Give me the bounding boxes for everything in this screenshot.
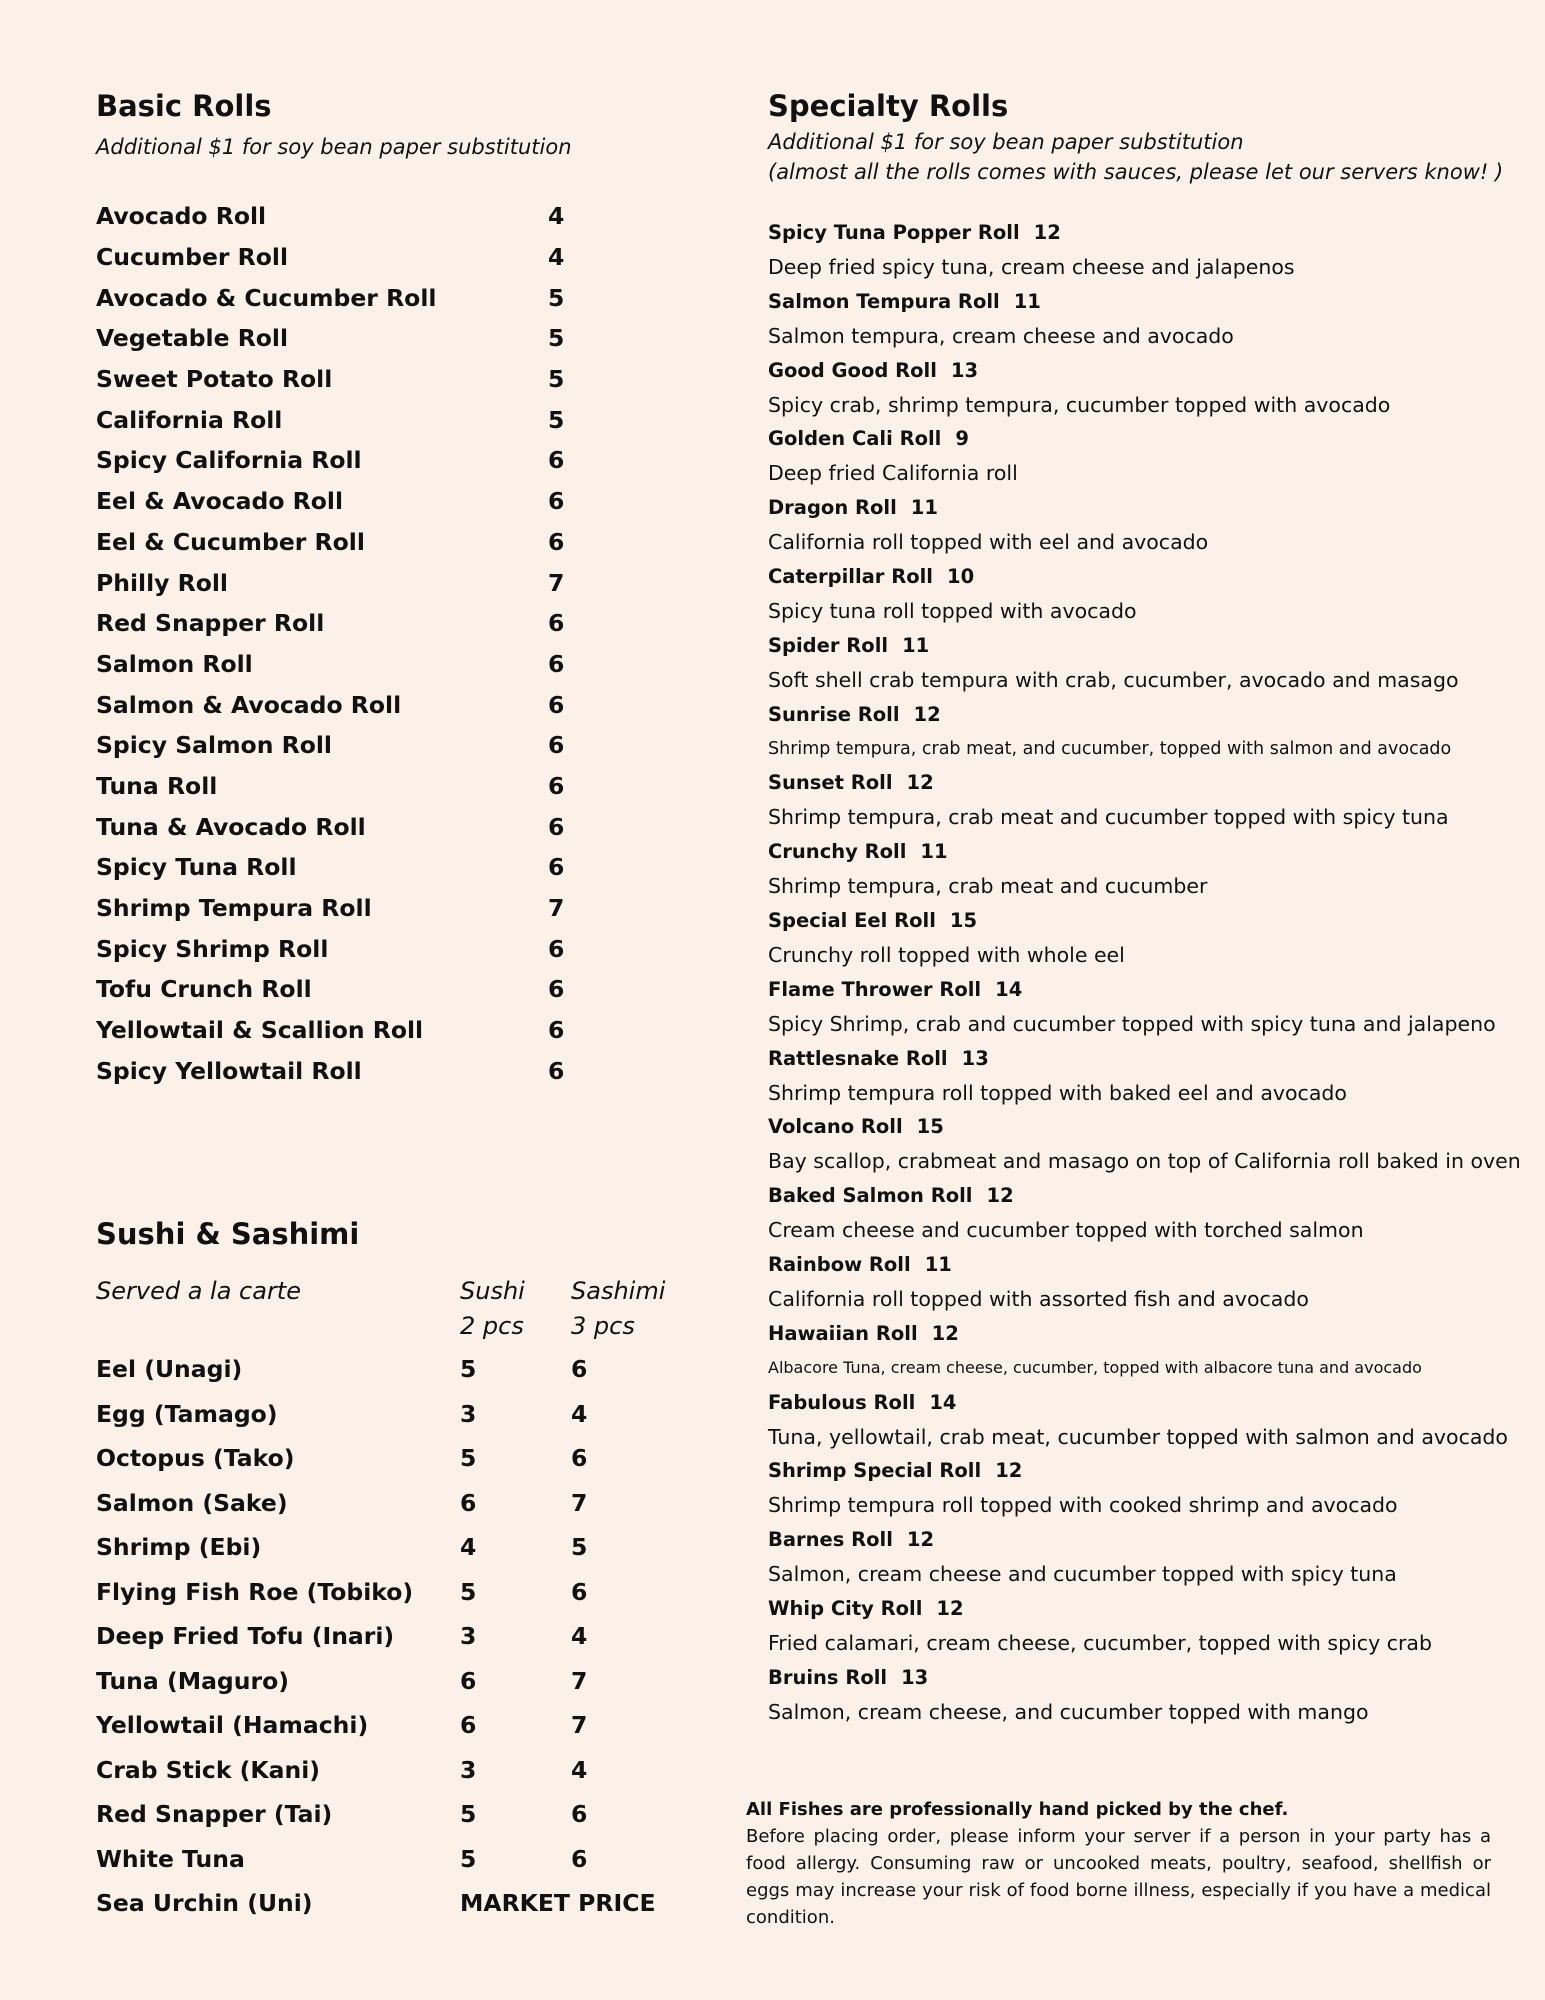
basic-roll-price: 6 (548, 649, 565, 678)
basic-roll-item (96, 847, 616, 888)
specialty-rolls-subtitle: Additional $1 for soy bean paper substitution (768, 130, 1244, 154)
sushi-price: 3 (460, 1399, 477, 1428)
basic-roll-item (96, 440, 616, 481)
specialty-roll-heading (768, 491, 1508, 525)
basic-roll-price: 6 (548, 975, 565, 1004)
basic-roll-name: Spicy Yellowtail Roll (96, 1056, 362, 1085)
basic-roll-item (96, 318, 616, 359)
sashimi-column-header (571, 1274, 665, 1344)
basic-roll-item (96, 969, 616, 1010)
specialty-roll-heading (768, 629, 1508, 663)
sushi-sashimi-item (96, 1481, 716, 1526)
specialty-roll-price: 15 (949, 908, 978, 932)
sushi-item-name: Octopus (Tako) (96, 1444, 295, 1472)
basic-roll-price: 6 (548, 446, 565, 475)
basic-roll-item (96, 522, 616, 563)
sushi-sashimi-item (96, 1347, 716, 1392)
specialty-roll-heading (768, 285, 1508, 319)
basic-roll-price: 5 (548, 405, 565, 434)
sushi-price: 6 (460, 1711, 477, 1739)
specialty-roll-name: Rainbow Roll (768, 1252, 911, 1276)
specialty-roll-heading (768, 1110, 1508, 1144)
sushi-item-name: Deep Fried Tofu (Inari) (96, 1622, 395, 1650)
sushi-item-name: Shrimp (Ebi) (96, 1533, 262, 1561)
specialty-roll-item (768, 354, 1508, 423)
sashimi-price: 4 (571, 1622, 588, 1650)
specialty-roll-price: 11 (910, 496, 938, 520)
sushi-header-label: Sushi (460, 1277, 525, 1305)
sushi-sashimi-item (96, 1792, 716, 1837)
sashimi-price: 6 (571, 1844, 588, 1873)
basic-roll-item (96, 237, 616, 278)
sushi-price: 5 (460, 1800, 477, 1828)
sushi-sashimi-item (96, 1436, 716, 1481)
specialty-roll-description: Crunchy roll topped with whole eel (768, 942, 1125, 967)
notice-body: Before placing order, please inform your server if a person in your party has a food allergy. Consuming raw or uncooked meats, poultry, seafood, shellfish or eggs may increase your risk of food borne illness, especially if you have a medical condition. (746, 1826, 1491, 1928)
specialty-roll-price: 9 (955, 427, 969, 451)
basic-roll-name: Sweet Potato Roll (96, 365, 333, 394)
basic-roll-name: Yellowtail & Scallion Roll (96, 1016, 424, 1045)
sushi-sashimi-item (96, 1525, 716, 1570)
specialty-rolls-note: (almost all the rolls comes with sauces, please let our servers know! ) (768, 160, 1504, 184)
specialty-roll-name: Dragon Roll (768, 496, 897, 520)
specialty-roll-description: Deep fried California roll (768, 461, 1018, 486)
specialty-roll-description: Salmon, cream cheese and cucumber topped with spicy tuna (768, 1562, 1397, 1587)
basic-roll-price: 7 (548, 568, 565, 597)
sushi-item-name: Tuna (Maguro) (96, 1666, 289, 1695)
specialty-roll-name: Salmon Tempura Roll (768, 289, 1000, 313)
basic-roll-price: 6 (548, 934, 565, 963)
specialty-roll-name: Fabulous Roll (768, 1390, 916, 1414)
basic-roll-item (96, 1010, 616, 1051)
sushi-price: 6 (460, 1488, 477, 1517)
sushi-item-name: Egg (Tamago) (96, 1399, 278, 1428)
specialty-roll-item (768, 904, 1508, 973)
basic-roll-name: Spicy California Roll (96, 446, 362, 475)
specialty-roll-item (768, 491, 1508, 560)
basic-roll-name: Eel & Avocado Roll (96, 487, 344, 516)
specialty-roll-price: 12 (986, 1184, 1014, 1208)
basic-roll-name: Red Snapper Roll (96, 609, 325, 638)
specialty-roll-description: Shrimp tempura roll topped with cooked shrimp and avocado (768, 1493, 1398, 1518)
sushi-sashimi-list (96, 1347, 716, 1926)
sushi-price: 3 (460, 1755, 477, 1784)
specialty-roll-item (768, 1661, 1508, 1730)
specialty-roll-price: 13 (901, 1665, 929, 1689)
sashimi-price: 6 (571, 1577, 588, 1606)
specialty-roll-price: 10 (947, 564, 975, 588)
basic-roll-item (96, 562, 616, 603)
sushi-item-name: Eel (Unagi) (96, 1355, 243, 1383)
specialty-roll-name: Shrimp Special Roll (768, 1459, 982, 1483)
basic-roll-name: Salmon & Avocado Roll (96, 690, 402, 719)
sashimi-price: 7 (571, 1666, 588, 1695)
specialty-roll-name: Good Good Roll (768, 358, 937, 382)
specialty-roll-item (768, 1454, 1508, 1523)
basic-roll-item (96, 277, 616, 318)
basic-roll-price: 5 (548, 365, 565, 394)
specialty-roll-heading (768, 1248, 1508, 1282)
sashimi-price: 4 (571, 1399, 588, 1428)
specialty-roll-price: 12 (913, 702, 941, 726)
specialty-roll-heading (768, 1179, 1508, 1213)
sushi-price: 5 (460, 1355, 477, 1383)
basic-roll-item (96, 359, 616, 400)
specialty-roll-heading (768, 422, 1508, 456)
specialty-roll-price: 11 (1013, 289, 1041, 313)
specialty-roll-description: Shrimp tempura, crab meat and cucumber (768, 874, 1208, 899)
specialty-roll-item (768, 560, 1508, 629)
basic-rolls-list (96, 196, 616, 1091)
specialty-roll-item (768, 1179, 1508, 1248)
basic-roll-name: Shrimp Tempura Roll (96, 894, 372, 923)
basic-roll-price: 5 (548, 324, 565, 353)
specialty-roll-item (768, 698, 1508, 767)
basic-roll-name: Vegetable Roll (96, 324, 289, 353)
sushi-sashimi-item (96, 1392, 716, 1437)
sushi-sashimi-title: Sushi & Sashimi (96, 1217, 360, 1251)
specialty-roll-name: Spicy Tuna Popper Roll (768, 221, 1020, 244)
basic-roll-price: 4 (548, 243, 565, 272)
specialty-roll-description: Spicy crab, shrimp tempura, cucumber topped with avocado (768, 392, 1391, 417)
sushi-price: 6 (460, 1666, 477, 1695)
specialty-roll-name: Bruins Roll (768, 1665, 888, 1689)
specialty-roll-description: Salmon, cream cheese, and cucumber topped with mango (768, 1699, 1369, 1724)
specialty-roll-item (768, 1592, 1508, 1661)
specialty-roll-heading (768, 354, 1508, 388)
basic-roll-name: Spicy Shrimp Roll (96, 934, 329, 963)
sashimi-header-label: Sashimi (571, 1277, 666, 1305)
specialty-roll-item (768, 973, 1508, 1042)
sushi-price: 5 (460, 1444, 477, 1472)
basic-roll-item (96, 725, 616, 766)
basic-roll-price: 6 (548, 853, 565, 882)
specialty-roll-description: Shrimp tempura roll topped with baked eel and avocado (768, 1080, 1347, 1105)
specialty-roll-item (768, 766, 1508, 835)
specialty-roll-description: Shrimp tempura, crab meat and cucumber topped with spicy tuna (768, 805, 1449, 830)
specialty-roll-item (768, 835, 1508, 904)
specialty-roll-description: Cream cheese and cucumber topped with torched salmon (768, 1218, 1364, 1243)
specialty-roll-price: 12 (1033, 221, 1061, 244)
specialty-roll-description: Spicy tuna roll topped with avocado (768, 598, 1137, 623)
basic-roll-item (96, 684, 616, 725)
specialty-roll-item (768, 1042, 1508, 1111)
sushi-column-header (460, 1274, 525, 1344)
specialty-roll-name: Rattlesnake Roll (768, 1046, 948, 1070)
basic-roll-name: Spicy Salmon Roll (96, 731, 332, 760)
sushi-price: 3 (460, 1622, 477, 1650)
specialty-roll-name: Crunchy Roll (768, 840, 907, 864)
basic-roll-item (96, 644, 616, 685)
specialty-roll-item (768, 285, 1508, 354)
sushi-item-name: Yellowtail (Hamachi) (96, 1711, 369, 1739)
basic-roll-name: Cucumber Roll (96, 243, 289, 272)
specialty-roll-name: Baked Salmon Roll (768, 1184, 973, 1208)
sushi-price: 5 (460, 1844, 477, 1873)
sashimi-price: 6 (571, 1444, 588, 1472)
sashimi-price: 5 (571, 1533, 588, 1561)
specialty-roll-price: 12 (906, 1528, 935, 1552)
specialty-roll-item (768, 1317, 1508, 1386)
sushi-item-name: White Tuna (96, 1844, 245, 1873)
specialty-roll-name: Hawaiian Roll (768, 1321, 918, 1345)
specialty-roll-price: 11 (902, 633, 930, 657)
specialty-roll-price: 12 (906, 771, 934, 795)
specialty-roll-heading (768, 1523, 1508, 1557)
specialty-roll-name: Sunrise Roll (768, 702, 900, 726)
specialty-roll-price: 13 (961, 1046, 989, 1070)
basic-roll-name: Spicy Tuna Roll (96, 853, 297, 882)
basic-roll-item (96, 196, 616, 237)
specialty-roll-description: Shrimp tempura, crab meat, and cucumber, topped with salmon and avocado (768, 738, 1452, 759)
specialty-roll-description: Bay scallop, crabmeat and masago on top of California roll baked in oven (768, 1149, 1521, 1174)
specialty-roll-price: 11 (920, 840, 948, 864)
notice-title: All Fishes are professionally hand picked by the chef. (746, 1799, 1289, 1820)
specialty-roll-item (768, 1110, 1521, 1179)
basic-roll-price: 5 (548, 283, 565, 312)
basic-roll-price: 6 (548, 771, 565, 800)
specialty-roll-heading (768, 973, 1508, 1007)
specialty-roll-price: 12 (995, 1459, 1023, 1483)
basic-roll-price: 6 (548, 690, 565, 719)
specialty-roll-heading (768, 216, 1508, 250)
specialty-roll-price: 12 (931, 1321, 959, 1345)
sushi-item-name: Flying Fish Roe (Tobiko) (96, 1577, 414, 1606)
sashimi-pcs-label: 3 pcs (571, 1312, 635, 1340)
basic-roll-item (96, 928, 616, 969)
specialty-roll-price: 11 (924, 1252, 952, 1276)
specialty-roll-description: Fried calamari, cream cheese, cucumber, topped with spicy crab (768, 1630, 1432, 1655)
sashimi-price: 6 (571, 1355, 588, 1383)
basic-roll-item (96, 806, 616, 847)
specialty-roll-description: California roll topped with eel and avocado (768, 530, 1209, 555)
basic-roll-item (96, 399, 616, 440)
specialty-roll-name: Whip City Roll (768, 1596, 923, 1620)
basic-roll-name: Tuna Roll (96, 771, 218, 800)
basic-roll-price: 7 (548, 894, 565, 923)
basic-roll-price: 6 (548, 812, 565, 841)
basic-roll-name: Avocado & Cucumber Roll (96, 283, 437, 312)
specialty-roll-price: 14 (929, 1390, 957, 1414)
specialty-roll-name: Special Eel Roll (768, 908, 936, 932)
sushi-sashimi-item (96, 1570, 716, 1615)
basic-roll-name: Avocado Roll (96, 202, 267, 231)
sushi-sashimi-item (96, 1703, 716, 1748)
sashimi-price: 7 (571, 1711, 588, 1739)
specialty-roll-heading (768, 1042, 1508, 1076)
basic-roll-price: 4 (548, 202, 565, 231)
specialty-roll-name: Caterpillar Roll (768, 564, 933, 588)
sushi-sashimi-item (96, 1748, 716, 1793)
specialty-roll-item (768, 1523, 1508, 1592)
specialty-roll-name: Barnes Roll (768, 1528, 893, 1552)
basic-roll-price: 6 (548, 609, 565, 638)
specialty-roll-description: Salmon tempura, cream cheese and avocado (768, 323, 1234, 348)
specialty-roll-heading (768, 1592, 1508, 1626)
served-a-la-carte-label: Served a la carte (96, 1277, 301, 1305)
basic-rolls-title: Basic Rolls (96, 89, 272, 123)
specialty-roll-description: Deep fried spicy tuna, cream cheese and jalapenos (768, 255, 1295, 279)
sushi-pcs-label: 2 pcs (460, 1312, 524, 1340)
specialty-roll-price: 15 (916, 1115, 944, 1139)
sushi-sashimi-item (96, 1659, 716, 1704)
sushi-price: 4 (460, 1533, 477, 1561)
specialty-roll-name: Spider Roll (768, 633, 889, 657)
sashimi-price: 6 (571, 1800, 588, 1828)
specialty-roll-heading (768, 835, 1508, 869)
specialty-roll-name: Volcano Roll (768, 1115, 903, 1139)
specialty-roll-description: Soft shell crab tempura with crab, cucumber, avocado and masago (768, 667, 1459, 692)
sashimi-price: 7 (571, 1488, 588, 1517)
specialty-roll-heading (768, 560, 1508, 594)
sushi-item-name: Crab Stick (Kani) (96, 1755, 320, 1784)
specialty-roll-description: Tuna, yellowtail, crab meat, cucumber topped with salmon and avocado (768, 1424, 1508, 1449)
basic-roll-item (96, 481, 616, 522)
specialty-roll-item (768, 422, 1508, 491)
basic-roll-item (96, 766, 616, 807)
basic-roll-name: Philly Roll (96, 568, 228, 597)
specialty-roll-description: Albacore Tuna, cream cheese, cucumber, topped with albacore tuna and avocado (768, 1357, 1422, 1377)
specialty-roll-heading (768, 1454, 1508, 1488)
specialty-roll-name: Golden Cali Roll (768, 427, 942, 451)
basic-roll-name: Tofu Crunch Roll (96, 975, 312, 1004)
specialty-roll-name: Sunset Roll (768, 771, 893, 795)
sushi-item-name: Sea Urchin (Uni) (96, 1889, 313, 1917)
sushi-item-name: Salmon (Sake) (96, 1488, 288, 1517)
specialty-roll-heading (768, 1661, 1508, 1695)
basic-roll-item (96, 603, 616, 644)
specialty-roll-description: California roll topped with assorted fish and avocado (768, 1286, 1309, 1311)
basic-roll-price: 6 (548, 527, 565, 556)
specialty-roll-price: 13 (950, 358, 979, 382)
specialty-roll-price: 12 (936, 1596, 964, 1620)
basic-roll-name: Salmon Roll (96, 649, 253, 678)
sushi-sashimi-item (96, 1614, 716, 1659)
specialty-roll-item (768, 629, 1508, 698)
sushi-price: 5 (460, 1577, 477, 1606)
basic-roll-price: 6 (548, 1016, 565, 1045)
specialty-rolls-title: Specialty Rolls (768, 89, 1009, 123)
basic-roll-price: 6 (548, 487, 565, 516)
specialty-roll-heading (768, 904, 1508, 938)
specialty-roll-price: 14 (995, 977, 1023, 1001)
basic-roll-name: Eel & Cucumber Roll (96, 527, 365, 556)
specialty-roll-heading (768, 766, 1508, 800)
basic-roll-item (96, 888, 616, 929)
sushi-item-name: Red Snapper (Tai) (96, 1800, 333, 1828)
specialty-roll-heading (768, 1317, 1508, 1351)
specialty-roll-name: Flame Thrower Roll (768, 977, 982, 1001)
specialty-roll-item (768, 1248, 1508, 1317)
specialty-rolls-list (768, 216, 1521, 1730)
basic-roll-item (96, 1050, 616, 1091)
basic-roll-name: California Roll (96, 405, 283, 434)
basic-roll-name: Tuna & Avocado Roll (96, 812, 366, 841)
specialty-roll-heading (768, 698, 1508, 732)
basic-rolls-subtitle: Additional $1 for soy bean paper substitution (96, 135, 572, 159)
specialty-roll-item (768, 216, 1508, 285)
sushi-sashimi-item-market (96, 1881, 716, 1926)
specialty-roll-item (768, 1386, 1508, 1455)
specialty-roll-description: Spicy Shrimp, crab and cucumber topped with spicy tuna and jalapeno (768, 1011, 1496, 1036)
sashimi-price: 4 (571, 1755, 588, 1784)
market-price-label: MARKET PRICE (460, 1889, 656, 1917)
allergy-notice (746, 1796, 1491, 1931)
basic-roll-price: 6 (548, 731, 565, 760)
specialty-roll-heading (768, 1386, 1508, 1420)
basic-roll-price: 6 (548, 1056, 565, 1085)
sushi-sashimi-item (96, 1837, 716, 1882)
